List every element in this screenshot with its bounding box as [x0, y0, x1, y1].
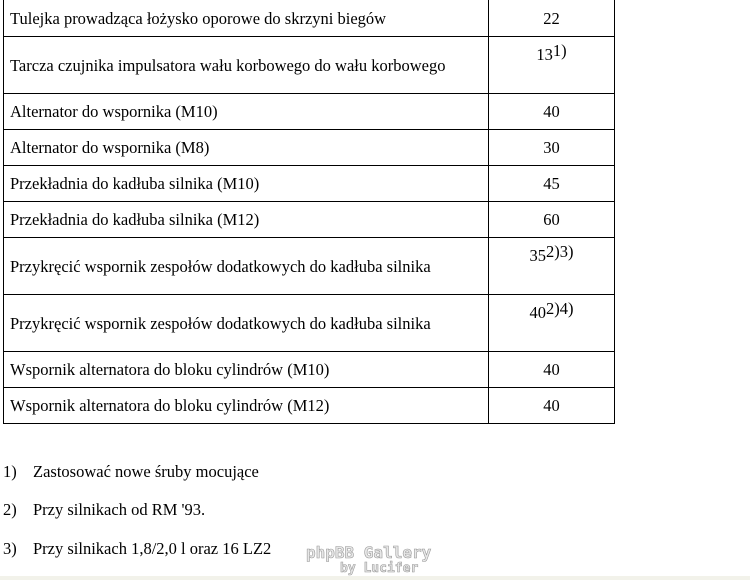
row-value-number: 40 — [543, 102, 560, 121]
watermark-line1: phpBB Gallery — [306, 543, 432, 562]
footnote-number: 2) — [3, 500, 17, 519]
row-value-number: 30 — [543, 138, 560, 157]
row-footnote: 1) — [552, 41, 567, 60]
row-value — [489, 238, 615, 295]
row-description: Tarcza czujnika impulsatora wału korbowego do wału korbowego — [4, 37, 489, 94]
footnote-item — [3, 539, 271, 559]
row-value-number: 40 — [543, 360, 560, 379]
row-description: Wspornik alternatora do bloku cylindrów (M12) — [4, 388, 489, 424]
footnote-item — [3, 462, 259, 482]
table-row — [4, 238, 615, 295]
row-description: Przekładnia do kadłuba silnika (M10) — [4, 166, 489, 202]
table-row — [4, 94, 615, 130]
row-description: Przekładnia do kadłuba silnika (M12) — [4, 202, 489, 238]
table-row — [4, 37, 615, 94]
footnote-item — [3, 500, 205, 520]
row-value — [489, 166, 615, 202]
table-row — [4, 166, 615, 202]
watermark-line2: by Lucifer — [340, 561, 419, 576]
row-description: Alternator do wspornika (M10) — [4, 94, 489, 130]
row-value — [489, 352, 615, 388]
table-row — [4, 352, 615, 388]
table-row — [4, 130, 615, 166]
row-value-number: 60 — [543, 210, 560, 229]
row-description: Tulejka prowadząca łożysko oporowe do skrzyni biegów — [4, 0, 489, 37]
footnote-text: Przy silnikach 1,8/2,0 l oraz 16 LZ2 — [33, 539, 272, 558]
table-row — [4, 202, 615, 238]
bottom-strip — [0, 576, 750, 580]
row-value-number: 35 — [529, 246, 546, 265]
watermark-logo — [300, 540, 460, 580]
row-value — [489, 37, 615, 94]
table-row — [4, 0, 615, 37]
footnote-text: Przy silnikach od RM '93. — [33, 500, 206, 519]
row-value-number: 40 — [543, 396, 560, 415]
row-value — [489, 130, 615, 166]
torque-table — [3, 0, 615, 424]
row-value — [489, 388, 615, 424]
row-footnote: 2)4) — [546, 299, 574, 318]
row-value-number: 45 — [543, 174, 560, 193]
row-value-number: 40 — [529, 303, 546, 322]
row-description: Alternator do wspornika (M8) — [4, 130, 489, 166]
row-description: Przykręcić wspornik zespołów dodatkowych do kadłuba silnika — [4, 238, 489, 295]
table-row — [4, 388, 615, 424]
row-value — [489, 0, 615, 37]
row-footnote: 2)3) — [546, 242, 574, 261]
row-value — [489, 202, 615, 238]
row-value-number: 22 — [543, 8, 560, 28]
row-value-number: 13 — [536, 45, 553, 64]
footnote-number: 3) — [3, 539, 17, 558]
row-description: Wspornik alternatora do bloku cylindrów (M10) — [4, 352, 489, 388]
footnote-number: 1) — [3, 462, 17, 481]
row-description: Przykręcić wspornik zespołów dodatkowych do kadłuba silnika — [4, 295, 489, 352]
row-value — [489, 94, 615, 130]
footnote-text: Zastosować nowe śruby mocujące — [33, 462, 259, 481]
row-value — [489, 295, 615, 352]
table-row — [4, 295, 615, 352]
